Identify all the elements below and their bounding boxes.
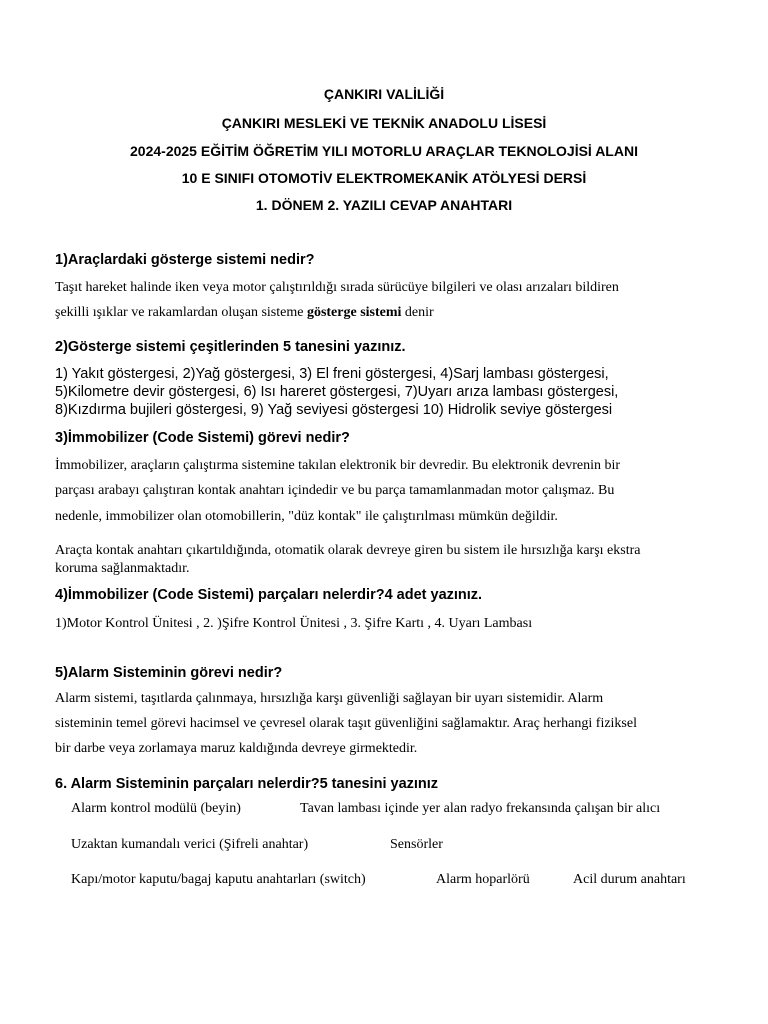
answer-3-line-1: İmmobilizer, araçların çalıştırma sistemine takılan elektronik bir devredir. Bu elektronik devrenin bir	[55, 458, 621, 473]
answer-1-term: gösterge sistemi	[306, 305, 402, 320]
answer-3-line-5: koruma sağlanmaktadır.	[55, 561, 190, 576]
answer-1-text: şekilli ışıklar ve rakamlardan oluşan sisteme	[55, 305, 307, 320]
header-class-course: 10 E SINIFI OTOMOTİV ELEKTROMEKANİK ATÖLYESİ DERSİ	[181, 170, 587, 186]
header-governorship: ÇANKIRI VALİLİĞİ	[323, 86, 445, 102]
answer-4: 1)Motor Kontrol Ünitesi , 2. )Şifre Kontrol Ünitesi , 3. Şifre Kartı , 4. Uyarı Lambası	[55, 616, 533, 631]
answer-1-suffix: denir	[401, 305, 434, 320]
question-6: 6. Alarm Sisteminin parçaları nelerdir?5 tanesini yazınız	[55, 776, 439, 792]
answer-5-line-2: sisteminin temel görevi hacimsel ve çevresel olarak taşıt güvenliğini sağlamaktır. Araç herhangi fiziksel	[55, 716, 637, 731]
question-3: 3)İmmobilizer (Code Sistemi) görevi nedir?	[55, 430, 350, 446]
answer-3-line-4: Araçta kontak anahtarı çıkartıldığında, otomatik olarak devreye giren bu sistem ile hırsızlığa karşı ekstra	[55, 543, 641, 558]
header-exam-title: 1. DÖNEM 2. YAZILI CEVAP ANAHTARI	[255, 197, 513, 213]
answer-1-line-2	[55, 305, 434, 321]
answer-1-line-1: Taşıt hareket halinde iken veya motor çalıştırıldığı sırada sürücüye bilgileri ve olası arızaları bildiren	[55, 280, 619, 295]
answer-5-line-3: bir darbe veya zorlamaya maruz kaldığında devreye girmektedir.	[55, 741, 418, 756]
alarm-part-1: Alarm kontrol modülü (beyin)	[71, 801, 241, 816]
answer-5-line-1: Alarm sistemi, taşıtlarda çalınmaya, hırsızlığa karşı güvenliği sağlayan bir uyarı sistemidir. Alarm	[55, 691, 604, 706]
question-2: 2)Gösterge sistemi çeşitlerinden 5 tanesini yazınız.	[55, 339, 406, 355]
header-year-field: 2024-2025 EĞİTİM ÖĞRETİM YILI MOTORLU ARAÇLAR TEKNOLOJİSİ ALANI	[130, 143, 638, 159]
header-school: ÇANKIRI MESLEKİ VE TEKNİK ANADOLU LİSESİ	[221, 115, 547, 131]
alarm-part-4: Sensörler	[390, 837, 443, 852]
alarm-part-2: Tavan lambası içinde yer alan radyo frekansında çalışan bir alıcı	[300, 801, 661, 816]
answer-2-line-1: 1) Yakıt göstergesi, 2)Yağ göstergesi, 3) El freni göstergesi, 4)Sarj lambası göstergesi,	[55, 366, 609, 382]
question-5: 5)Alarm Sisteminin görevi nedir?	[55, 665, 283, 681]
alarm-part-3: Uzaktan kumandalı verici (Şifreli anahtar)	[71, 837, 309, 852]
alarm-part-5: Kapı/motor kaputu/bagaj kaputu anahtarları (switch)	[71, 872, 366, 887]
alarm-part-6: Alarm hoparlörü	[436, 872, 530, 887]
answer-2-line-3: 8)Kızdırma bujileri göstergesi, 9) Yağ seviyesi göstergesi 10) Hidrolik seviye göstergesi	[55, 402, 613, 418]
answer-2-line-2: 5)Kilometre devir göstergesi, 6) Isı hareret göstergesi, 7)Uyarı arıza lambası göstergesi,	[55, 384, 619, 400]
question-1: 1)Araçlardaki gösterge sistemi nedir?	[55, 252, 315, 268]
answer-3-line-2: parçası arabayı çalıştıran kontak anahtarı içindedir ve bu parça tamamlanmadan motor çalışmaz. Bu	[55, 483, 615, 498]
question-4: 4)İmmobilizer (Code Sistemi) parçaları nelerdir?4 adet yazınız.	[55, 587, 483, 603]
answer-3-line-3: nedenle, immobilizer olan otomobillerin, "düz kontak" ile çalıştırılması mümkün değildir.	[55, 509, 558, 524]
alarm-part-7: Acil durum anahtarı	[573, 872, 686, 887]
